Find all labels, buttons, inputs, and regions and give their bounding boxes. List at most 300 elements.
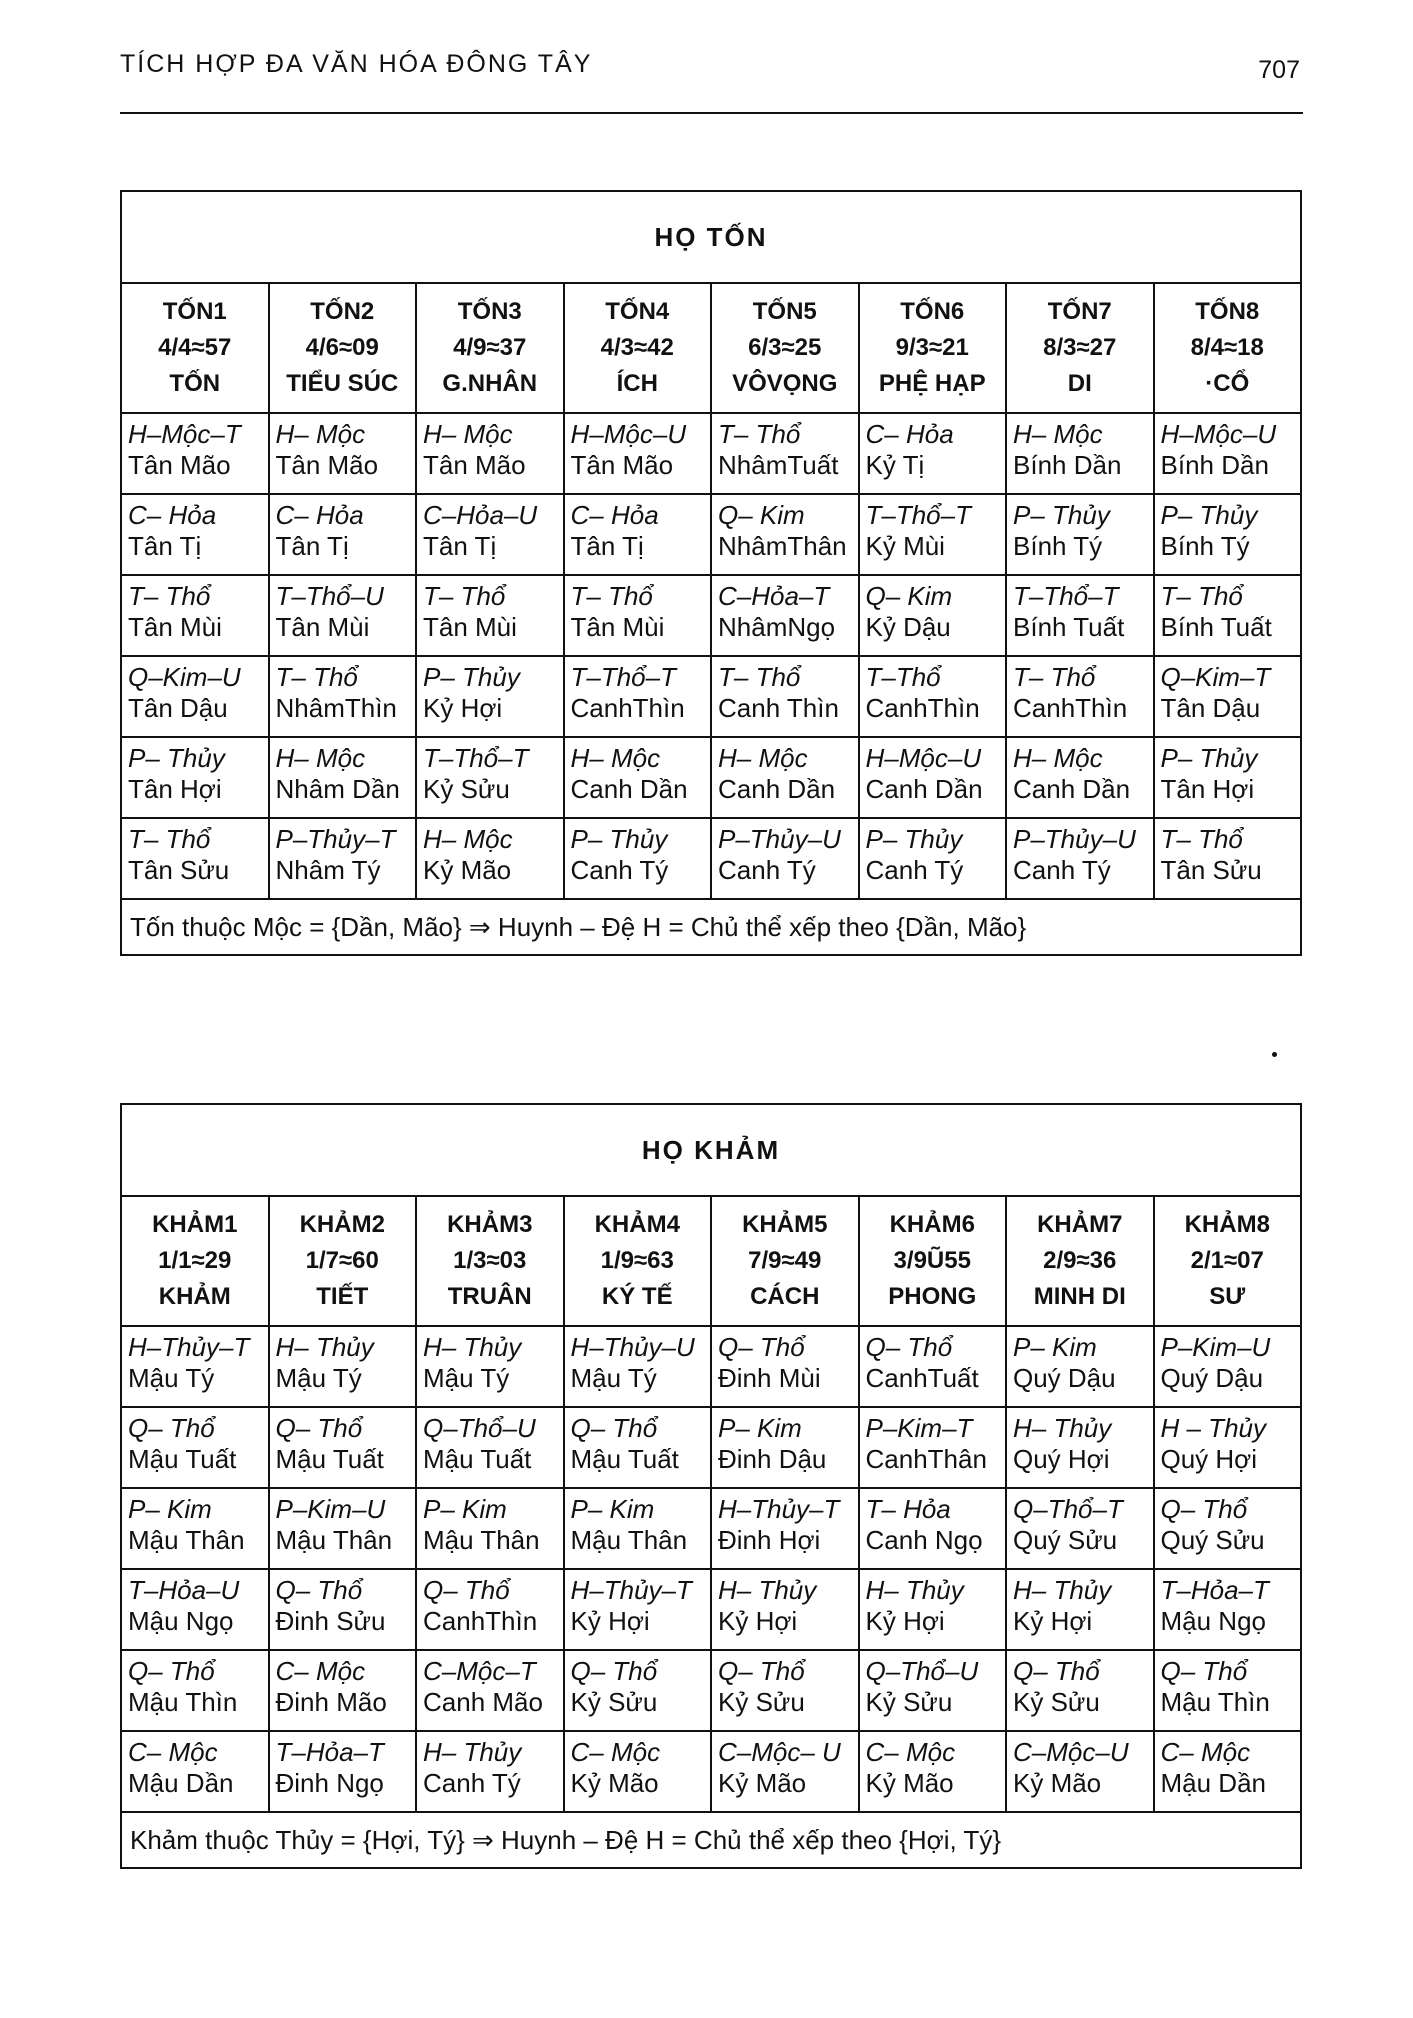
branch-label: Mậu Thân xyxy=(423,1525,540,1555)
element-label: H– Mộc xyxy=(718,743,808,773)
table-cell xyxy=(416,1650,564,1731)
branch-label: Canh Tý xyxy=(865,855,964,885)
header-line: TRUÂN xyxy=(447,1283,532,1310)
element-label: C– Hỏa xyxy=(275,500,364,530)
branch-label: Mậu Thìn xyxy=(1160,1687,1270,1717)
branch-label: Kỷ Hợi xyxy=(718,1606,798,1636)
element-label: T–Thổ xyxy=(865,662,941,692)
branch-label: Tân Sửu xyxy=(1160,855,1262,885)
table-cell xyxy=(1154,1488,1302,1569)
element-label: P–Thủy–U xyxy=(718,824,841,854)
element-label: T–Hỏa–T xyxy=(1160,1575,1269,1605)
element-label: C–Hỏa–T xyxy=(718,581,830,611)
branch-label: Tân Hợi xyxy=(128,774,222,804)
element-label: P–Kim–U xyxy=(275,1494,386,1524)
branch-label: Kỷ Sửu xyxy=(718,1687,805,1717)
branch-label: Tân Mão xyxy=(423,450,526,480)
element-label: Q– Thổ xyxy=(1160,1494,1248,1524)
branch-label: Đinh Sửu xyxy=(275,1606,386,1636)
element-label: P–Kim–U xyxy=(1160,1332,1271,1362)
hexagram-header xyxy=(416,1196,564,1326)
table-cell xyxy=(859,737,1007,818)
branch-label: Quý Sửu xyxy=(1013,1525,1118,1555)
element-label: T– Thổ xyxy=(1160,581,1243,611)
table-cell xyxy=(1154,1650,1302,1731)
table-cell xyxy=(1006,818,1154,899)
table-cell xyxy=(416,1407,564,1488)
header-line: PHỆ HẠP xyxy=(878,370,986,397)
element-label: T– Thổ xyxy=(1013,662,1096,692)
header-line: KHẢM3 xyxy=(447,1211,533,1238)
element-label: P– Kim xyxy=(128,1494,212,1524)
header-line: TỐN2 xyxy=(310,298,375,325)
table-cell xyxy=(564,656,712,737)
table-cell xyxy=(711,1326,859,1407)
element-label: Q–Kim–T xyxy=(1160,662,1271,692)
header-line: 1/3≈03 xyxy=(453,1247,527,1274)
table-row xyxy=(121,1731,1301,1812)
element-label: Q– Thổ xyxy=(570,1656,658,1686)
element-label: P– Thủy xyxy=(128,743,225,773)
element-label: P– Kim xyxy=(570,1494,655,1524)
branch-label: Canh Mão xyxy=(423,1687,543,1717)
table-cell xyxy=(1154,656,1302,737)
branch-label: Tân Hợi xyxy=(1160,774,1255,804)
element-label: H–Mộc–T xyxy=(128,419,241,449)
table-cell xyxy=(269,575,417,656)
table-cell xyxy=(269,1731,417,1812)
branch-label: Đinh Ngọ xyxy=(275,1768,384,1798)
header-line: CÁCH xyxy=(750,1283,820,1310)
element-label: C–Hỏa–U xyxy=(423,500,538,530)
hexagram-header xyxy=(121,1196,269,1326)
element-label: C– Hỏa xyxy=(570,500,659,530)
table-cell xyxy=(416,1731,564,1812)
table-cell xyxy=(711,1407,859,1488)
table-cell xyxy=(1006,413,1154,494)
header-line: DI xyxy=(1067,370,1092,397)
header-line: TỐN5 xyxy=(752,298,817,325)
table-cell xyxy=(859,1407,1007,1488)
element-label: T– Thổ xyxy=(275,662,358,692)
header-line: KHẢM xyxy=(158,1283,231,1310)
branch-label: Mậu Tý xyxy=(570,1363,657,1393)
element-label: H– Mộc xyxy=(275,419,366,449)
branch-label: Tân Mão xyxy=(128,450,231,480)
branch-label: Mậu Tuất xyxy=(570,1444,679,1474)
table-cell xyxy=(859,1326,1007,1407)
element-label: H–Thủy–T xyxy=(128,1332,250,1362)
header-line: MINH DI xyxy=(1033,1283,1126,1310)
table-row xyxy=(121,1407,1301,1488)
branch-label: Canh Dần xyxy=(718,774,836,804)
header-line: TỐN xyxy=(169,370,221,397)
element-label: T–Hỏa–U xyxy=(128,1575,240,1605)
element-label: H – Thủy xyxy=(1160,1413,1266,1443)
element-label: P– Thủy xyxy=(570,824,668,854)
table-cell xyxy=(121,1488,269,1569)
branch-label: Quý Hợi xyxy=(1013,1444,1110,1474)
table-cell xyxy=(711,818,859,899)
header-line: 4/4≈57 xyxy=(158,334,232,361)
table-cell xyxy=(416,1326,564,1407)
element-label: Q– Thổ xyxy=(865,1332,953,1362)
header-line: KHẢM5 xyxy=(742,1211,828,1238)
header-line: 4/6≈09 xyxy=(305,334,379,361)
element-label: T– Thổ xyxy=(718,419,801,449)
header-line: PHONG xyxy=(888,1283,977,1310)
element-label: P–Kim–T xyxy=(865,1413,973,1443)
branch-label: Đinh Mão xyxy=(275,1687,387,1717)
header-line: KÝ TẾ xyxy=(601,1283,673,1310)
branch-label: Canh Dần xyxy=(570,774,688,804)
table-cell xyxy=(564,737,712,818)
element-label: Q– Kim xyxy=(718,500,805,530)
table-cell xyxy=(1154,737,1302,818)
branch-label: Bính Dần xyxy=(1013,450,1122,480)
element-label: C– Mộc xyxy=(865,1737,956,1767)
header-line: KHẢM2 xyxy=(299,1211,385,1238)
element-label: H– Thủy xyxy=(423,1737,522,1767)
element-label: C– Hỏa xyxy=(128,500,217,530)
table-cell xyxy=(711,1731,859,1812)
table-cell xyxy=(269,494,417,575)
header-line: TỐN7 xyxy=(1047,298,1112,325)
element-label: P– Kim xyxy=(1013,1332,1097,1362)
stray-dot xyxy=(1272,1052,1277,1057)
header-row xyxy=(121,283,1301,413)
branch-label: Kỷ Mão xyxy=(718,1768,807,1798)
branch-label: Mậu Tuất xyxy=(423,1444,532,1474)
branch-label: Đinh Mùi xyxy=(718,1363,821,1393)
header-line: 8/4≈18 xyxy=(1190,334,1264,361)
table-cell xyxy=(564,1731,712,1812)
branch-label: Tân Dậu xyxy=(128,693,228,723)
branch-label: Mậu Ngọ xyxy=(128,1606,234,1636)
element-label: T–Thổ–U xyxy=(275,581,384,611)
element-label: H–Mộc–U xyxy=(1160,419,1277,449)
hexagram-header xyxy=(564,1196,712,1326)
table-cell xyxy=(859,1569,1007,1650)
branch-label: Mậu Dần xyxy=(128,1768,234,1798)
branch-label: Kỷ Sửu xyxy=(1013,1687,1100,1717)
header-line: TIẾT xyxy=(316,1283,369,1310)
element-label: H–Thủy–U xyxy=(570,1332,695,1362)
table-ho-ton xyxy=(120,190,1302,956)
header-line: SƯ xyxy=(1209,1283,1246,1310)
branch-label: Kỷ Dậu xyxy=(865,612,951,642)
table-cell xyxy=(121,575,269,656)
table-cell xyxy=(1154,1569,1302,1650)
element-label: C– Mộc xyxy=(128,1737,218,1767)
table-cell xyxy=(711,656,859,737)
branch-label: Đinh Hợi xyxy=(718,1525,821,1555)
element-label: Q– Thổ xyxy=(128,1413,215,1443)
table-cell xyxy=(859,1488,1007,1569)
table-cell xyxy=(564,1569,712,1650)
element-label: T– Hỏa xyxy=(865,1494,951,1524)
element-label: P–Thủy–U xyxy=(1013,824,1136,854)
header-line: 6/3≈25 xyxy=(748,334,822,361)
branch-label: Canh Tý xyxy=(570,855,669,885)
branch-label: Kỷ Mùi xyxy=(865,531,945,561)
branch-label: Kỷ Mão xyxy=(1013,1768,1102,1798)
header-line: 9/3≈21 xyxy=(895,334,969,361)
branch-label: Kỷ Sửu xyxy=(423,774,510,804)
element-label: C– Mộc xyxy=(275,1656,366,1686)
header-line: 3/9Ũ55 xyxy=(893,1247,971,1274)
element-label: P– Thủy xyxy=(1160,500,1258,530)
branch-label: Tân Mão xyxy=(570,450,674,480)
element-label: T–Thổ–T xyxy=(423,743,529,773)
table-cell xyxy=(416,1569,564,1650)
header-line: 2/9≈36 xyxy=(1043,1247,1117,1274)
table-cell xyxy=(1006,1326,1154,1407)
element-label: C– Hỏa xyxy=(865,419,954,449)
element-label: T–Thổ–T xyxy=(1013,581,1119,611)
table-cell xyxy=(1154,413,1302,494)
branch-label: Mậu Dần xyxy=(1160,1768,1266,1798)
element-label: Q– Thổ xyxy=(423,1575,510,1605)
branch-label: NhâmThân xyxy=(718,531,847,561)
element-label: Q– Thổ xyxy=(128,1656,215,1686)
hexagram-header xyxy=(711,283,859,413)
branch-label: NhâmNgọ xyxy=(718,612,836,642)
hexagram-header xyxy=(1154,1196,1302,1326)
table-cell xyxy=(269,413,417,494)
element-label: H– Mộc xyxy=(1013,743,1103,773)
element-label: Q– Thổ xyxy=(570,1413,658,1443)
branch-label: Tân Tị xyxy=(275,531,349,561)
element-label: P– Kim xyxy=(423,1494,507,1524)
branch-label: Canh Tý xyxy=(718,855,816,885)
branch-label: Đinh Dậu xyxy=(718,1444,827,1474)
element-label: P– Kim xyxy=(718,1413,802,1443)
element-label: Q– Thổ xyxy=(275,1413,363,1443)
table-cell xyxy=(1154,1731,1302,1812)
table-row xyxy=(121,737,1301,818)
table-cell xyxy=(859,818,1007,899)
element-label: T– Thổ xyxy=(128,581,211,611)
header-line: KHẢM7 xyxy=(1037,1211,1123,1238)
branch-label: Kỷ Mão xyxy=(570,1768,659,1798)
table-cell xyxy=(1006,1488,1154,1569)
branch-label: Kỷ Mão xyxy=(865,1768,954,1798)
header-line: KHẢM8 xyxy=(1184,1211,1270,1238)
table-cell xyxy=(269,1569,417,1650)
element-label: Q– Thổ xyxy=(275,1575,363,1605)
branch-label: Quý Sửu xyxy=(1160,1525,1265,1555)
table-cell xyxy=(564,575,712,656)
table-cell xyxy=(1006,575,1154,656)
header-line: G.NHÂN xyxy=(442,370,538,397)
table-cell xyxy=(121,1731,269,1812)
branch-label: CanhThìn xyxy=(1013,693,1128,723)
branch-label: Kỷ Sửu xyxy=(865,1687,953,1717)
table-cell xyxy=(416,818,564,899)
branch-label: Tân Tị xyxy=(128,531,202,561)
branch-label: Kỷ Hợi xyxy=(1013,1606,1093,1636)
table-cell xyxy=(1006,656,1154,737)
table-cell xyxy=(564,1650,712,1731)
header-rule xyxy=(120,112,1303,114)
element-label: P– Thủy xyxy=(865,824,963,854)
table-cell xyxy=(1154,575,1302,656)
table-row xyxy=(121,1569,1301,1650)
table-row xyxy=(121,1326,1301,1407)
table-cell xyxy=(1154,1326,1302,1407)
element-label: H– Mộc xyxy=(423,824,513,854)
table-row xyxy=(121,656,1301,737)
table-row xyxy=(121,1488,1301,1569)
table-cell xyxy=(564,818,712,899)
element-label: H– Mộc xyxy=(570,743,661,773)
header-line: KHẢM4 xyxy=(594,1211,680,1238)
table-row xyxy=(121,1650,1301,1731)
header-line: 1/1≈29 xyxy=(158,1247,232,1274)
table-cell xyxy=(1154,818,1302,899)
table-cell xyxy=(416,413,564,494)
branch-label: Tân Mùi xyxy=(128,612,222,642)
branch-label: Quý Hợi xyxy=(1160,1444,1258,1474)
table-ho-kham xyxy=(120,1103,1302,1869)
branch-label: Canh Tý xyxy=(1013,855,1111,885)
element-label: Q–Thổ–U xyxy=(865,1656,979,1686)
table-row xyxy=(121,494,1301,575)
branch-label: Kỷ Sửu xyxy=(570,1687,658,1717)
table-cell xyxy=(416,656,564,737)
header-line: 1/9≈63 xyxy=(600,1247,674,1274)
branch-label: Bính Dần xyxy=(1160,450,1269,480)
branch-label: Mậu Thân xyxy=(275,1525,393,1555)
branch-label: CanhThân xyxy=(865,1444,987,1474)
branch-label: Kỷ Hợi xyxy=(865,1606,945,1636)
element-label: T– Thổ xyxy=(423,581,506,611)
page-number: 707 xyxy=(1258,56,1300,84)
table-cell xyxy=(121,1569,269,1650)
table-cell xyxy=(416,737,564,818)
branch-label: Mậu Thân xyxy=(128,1525,245,1555)
table-cell xyxy=(1006,1407,1154,1488)
branch-label: Kỷ Mão xyxy=(423,855,512,885)
element-label: C–Mộc–T xyxy=(423,1656,536,1686)
table-row xyxy=(121,413,1301,494)
element-label: H–Mộc–U xyxy=(865,743,982,773)
hexagram-header xyxy=(416,283,564,413)
branch-label: Tân Tị xyxy=(423,531,497,561)
element-label: T–Thổ–T xyxy=(865,500,971,530)
element-label: T–Thổ–T xyxy=(570,662,676,692)
branch-label: Tân Sửu xyxy=(128,855,230,885)
table-cell xyxy=(711,494,859,575)
branch-label: Quý Dậu xyxy=(1160,1363,1264,1393)
header-line: TỐN6 xyxy=(900,298,965,325)
hexagram-header xyxy=(564,283,712,413)
table-cell xyxy=(121,1650,269,1731)
element-label: P– Thủy xyxy=(1160,743,1258,773)
branch-label: CanhThìn xyxy=(865,693,980,723)
table-cell xyxy=(564,1488,712,1569)
element-label: H– Thủy xyxy=(1013,1413,1112,1443)
header-row xyxy=(121,1196,1301,1326)
table-cell xyxy=(416,1488,564,1569)
branch-label: Kỷ Hợi xyxy=(570,1606,650,1636)
table-cell xyxy=(859,413,1007,494)
element-label: Q– Thổ xyxy=(1160,1656,1248,1686)
header-line: 4/9≈37 xyxy=(453,334,527,361)
branch-label: Kỷ Tị xyxy=(865,450,925,480)
element-label: H– Mộc xyxy=(275,743,366,773)
table-cell xyxy=(121,494,269,575)
family-title: HỌ TỐN xyxy=(121,191,1301,283)
element-label: T– Thổ xyxy=(570,581,653,611)
header-line: 1/7≈60 xyxy=(305,1247,379,1274)
header-line: KHẢM6 xyxy=(889,1211,975,1238)
header-line: 8/3≈27 xyxy=(1043,334,1117,361)
table-cell xyxy=(859,1731,1007,1812)
table-cell xyxy=(269,737,417,818)
branch-label: Mậu Tý xyxy=(128,1363,215,1393)
element-label: T–Hỏa–T xyxy=(275,1737,384,1767)
branch-label: Canh Dần xyxy=(1013,774,1131,804)
table-cell xyxy=(269,818,417,899)
element-label: Q–Thổ–T xyxy=(1013,1494,1123,1524)
table-cell xyxy=(1006,494,1154,575)
element-label: C–Mộc–U xyxy=(1013,1737,1129,1767)
table-cell xyxy=(564,1326,712,1407)
table-cell xyxy=(1006,737,1154,818)
hexagram-header xyxy=(711,1196,859,1326)
table-cell xyxy=(564,494,712,575)
element-label: Q– Kim xyxy=(865,581,953,611)
branch-label: NhâmTuất xyxy=(718,450,839,480)
header-line: 4/3≈42 xyxy=(600,334,674,361)
branch-label: Canh Thìn xyxy=(718,693,839,723)
element-label: T– Thổ xyxy=(718,662,801,692)
table-cell xyxy=(859,1650,1007,1731)
table-cell xyxy=(1154,494,1302,575)
table-cell xyxy=(121,1326,269,1407)
header-line: TIỂU SÚC xyxy=(286,370,399,397)
element-label: H– Thủy xyxy=(718,1575,817,1605)
element-label: H– Thủy xyxy=(865,1575,964,1605)
header-line: 7/9≈49 xyxy=(748,1247,822,1274)
header-line: ·CỔ xyxy=(1205,370,1250,397)
branch-label: CanhThìn xyxy=(423,1606,538,1636)
table-cell xyxy=(564,1407,712,1488)
branch-label: Canh Dần xyxy=(865,774,983,804)
element-label: C–Mộc– U xyxy=(718,1737,841,1767)
element-label: C– Mộc xyxy=(570,1737,661,1767)
table-cell xyxy=(269,1488,417,1569)
branch-label: Tân Tị xyxy=(570,531,644,561)
table-cell xyxy=(269,1407,417,1488)
hexagram-header xyxy=(1154,283,1302,413)
table-cell xyxy=(269,656,417,737)
branch-label: Kỷ Hợi xyxy=(423,693,503,723)
branch-label: Bính Tuất xyxy=(1013,612,1125,642)
branch-label: Quý Dậu xyxy=(1013,1363,1116,1393)
branch-label: CanhThìn xyxy=(570,693,685,723)
branch-label: Mậu Ngọ xyxy=(1160,1606,1266,1636)
branch-label: Canh Tý xyxy=(423,1768,521,1798)
header-line: 2/1≈07 xyxy=(1190,1247,1264,1274)
table-cell xyxy=(121,737,269,818)
header-line: KHẢM1 xyxy=(152,1211,238,1238)
element-label: H–Mộc–U xyxy=(570,419,687,449)
element-label: H– Thủy xyxy=(423,1332,522,1362)
branch-label: CanhTuất xyxy=(865,1363,979,1393)
